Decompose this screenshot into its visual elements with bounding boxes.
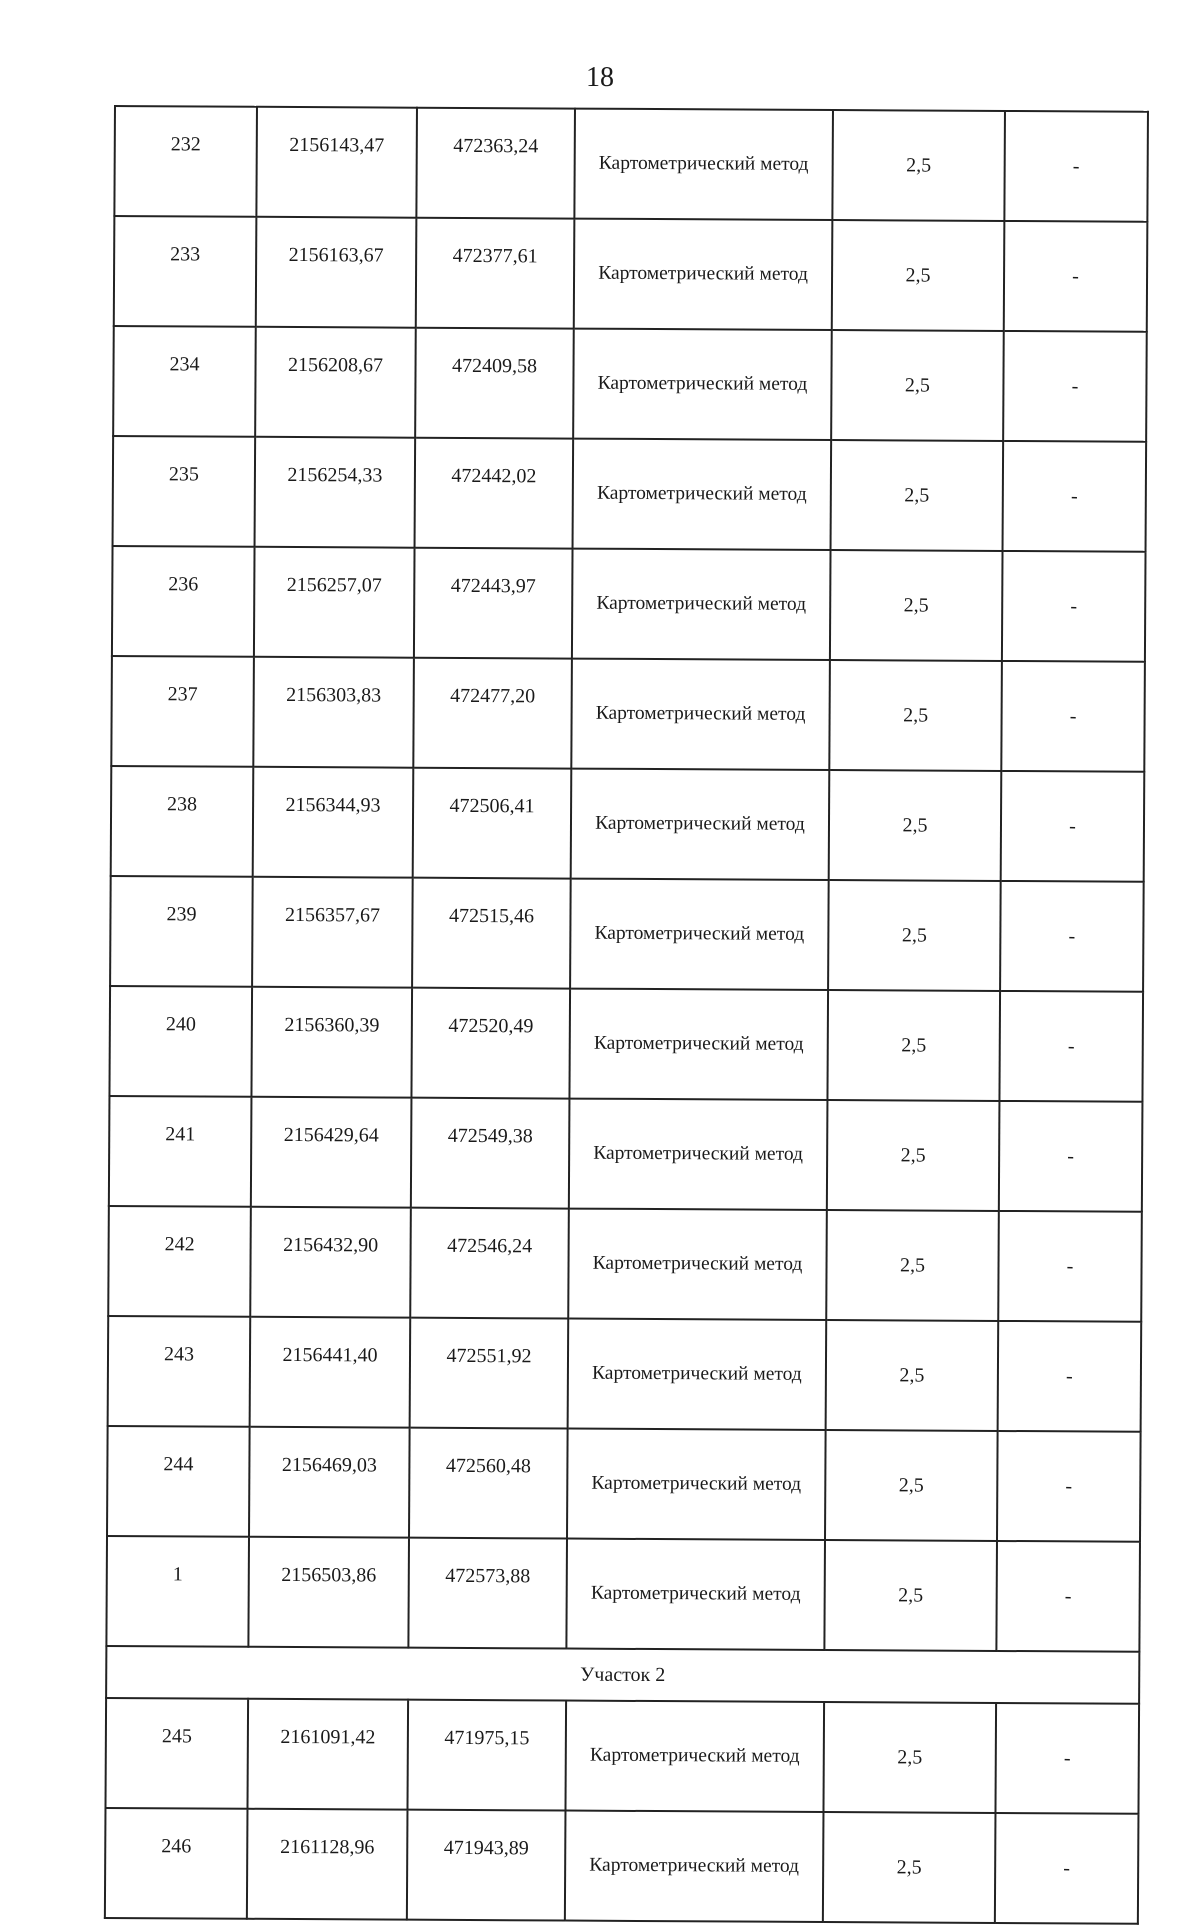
note-cell: - xyxy=(1001,661,1145,772)
method-cell: Картометрический метод xyxy=(567,1429,826,1540)
table-row xyxy=(105,1698,1139,1814)
note-cell: - xyxy=(997,1431,1141,1542)
point-number-cell: 1 xyxy=(106,1536,249,1647)
coordinates-table xyxy=(104,105,1149,1925)
method-cell: Картометрический метод xyxy=(566,1539,825,1650)
accuracy-cell: 2,5 xyxy=(831,440,1004,551)
table-row xyxy=(108,1206,1142,1322)
coordinates-table-body xyxy=(105,106,1148,1924)
table-row xyxy=(108,1316,1142,1432)
x-coordinate-cell: 2156163,67 xyxy=(256,217,417,328)
x-coordinate-cell: 2156432,90 xyxy=(250,1207,411,1318)
y-coordinate-cell: 472551,92 xyxy=(410,1318,569,1429)
note-cell: - xyxy=(1003,441,1147,552)
method-cell: Картометрический метод xyxy=(570,879,829,990)
table-row xyxy=(113,326,1147,442)
table-row xyxy=(107,1426,1141,1542)
accuracy-cell: 2,5 xyxy=(826,1210,999,1321)
point-number-cell: 246 xyxy=(105,1808,248,1919)
y-coordinate-cell: 472520,49 xyxy=(411,988,570,1099)
method-cell: Картометрический метод xyxy=(573,439,832,550)
method-cell: Картометрический метод xyxy=(565,1811,824,1922)
method-cell: Картометрический метод xyxy=(573,329,832,440)
method-cell: Картометрический метод xyxy=(568,1209,827,1320)
point-number-cell: 236 xyxy=(112,546,255,657)
point-number-cell: 244 xyxy=(107,1426,250,1537)
x-coordinate-cell: 2156257,07 xyxy=(254,547,415,658)
section-title: Участок 2 xyxy=(106,1646,1139,1704)
accuracy-cell: 2,5 xyxy=(826,1320,999,1431)
method-cell: Картометрический метод xyxy=(571,769,830,880)
x-coordinate-cell: 2156357,67 xyxy=(252,877,413,988)
table-row xyxy=(110,876,1144,992)
x-coordinate-cell: 2156344,93 xyxy=(253,767,414,878)
accuracy-cell: 2,5 xyxy=(824,1540,997,1651)
accuracy-cell: 2,5 xyxy=(828,880,1001,991)
method-cell: Картометрический метод xyxy=(572,549,831,660)
method-cell: Картометрический метод xyxy=(571,659,830,770)
note-cell: - xyxy=(998,1211,1142,1322)
x-coordinate-cell: 2156503,86 xyxy=(248,1537,409,1648)
point-number-cell: 245 xyxy=(105,1698,248,1809)
table-row xyxy=(112,546,1146,662)
point-number-cell: 242 xyxy=(108,1206,251,1317)
accuracy-cell: 2,5 xyxy=(823,1812,996,1923)
accuracy-cell: 2,5 xyxy=(825,1430,998,1541)
accuracy-cell: 2,5 xyxy=(827,990,1000,1101)
x-coordinate-cell: 2156208,67 xyxy=(255,327,416,438)
accuracy-cell: 2,5 xyxy=(832,110,1005,221)
table-row xyxy=(106,1536,1140,1652)
note-cell: - xyxy=(995,1703,1139,1814)
note-cell: - xyxy=(998,1321,1142,1432)
method-cell: Картометрический метод xyxy=(568,1319,827,1430)
table-row xyxy=(114,106,1148,222)
x-coordinate-cell: 2156469,03 xyxy=(249,1427,410,1538)
table-row xyxy=(113,436,1147,552)
point-number-cell: 241 xyxy=(109,1096,252,1207)
table-row xyxy=(109,986,1143,1102)
y-coordinate-cell: 472477,20 xyxy=(413,658,572,769)
note-cell: - xyxy=(1002,551,1146,662)
note-cell: - xyxy=(1001,771,1145,882)
accuracy-cell: 2,5 xyxy=(829,660,1002,771)
method-cell: Картометрический метод xyxy=(574,109,833,220)
point-number-cell: 234 xyxy=(113,326,256,437)
method-cell: Картометрический метод xyxy=(569,1099,828,1210)
method-cell: Картометрический метод xyxy=(565,1701,824,1812)
note-cell: - xyxy=(1003,331,1147,442)
y-coordinate-cell: 472363,24 xyxy=(416,108,575,219)
point-number-cell: 232 xyxy=(114,106,257,217)
note-cell: - xyxy=(1004,111,1148,222)
note-cell: - xyxy=(999,991,1143,1102)
x-coordinate-cell: 2161091,42 xyxy=(247,1699,408,1810)
table-row xyxy=(111,656,1145,772)
accuracy-cell: 2,5 xyxy=(829,770,1002,881)
x-coordinate-cell: 2156441,40 xyxy=(250,1317,411,1428)
section-row xyxy=(106,1646,1139,1704)
page-number: 18 xyxy=(586,62,614,93)
x-coordinate-cell: 2156303,83 xyxy=(253,657,414,768)
y-coordinate-cell: 472443,97 xyxy=(414,548,573,659)
accuracy-cell: 2,5 xyxy=(832,220,1005,331)
x-coordinate-cell: 2156429,64 xyxy=(251,1097,412,1208)
note-cell: - xyxy=(999,1101,1143,1212)
y-coordinate-cell: 472573,88 xyxy=(408,1538,567,1649)
note-cell: - xyxy=(1000,881,1144,992)
accuracy-cell: 2,5 xyxy=(823,1702,996,1813)
point-number-cell: 243 xyxy=(108,1316,251,1427)
point-number-cell: 233 xyxy=(114,216,257,327)
y-coordinate-cell: 471943,89 xyxy=(407,1810,566,1921)
table-row xyxy=(105,1808,1139,1924)
point-number-cell: 237 xyxy=(111,656,254,767)
x-coordinate-cell: 2156143,47 xyxy=(256,107,417,218)
accuracy-cell: 2,5 xyxy=(831,330,1004,441)
y-coordinate-cell: 472442,02 xyxy=(415,438,574,549)
point-number-cell: 238 xyxy=(111,766,254,877)
y-coordinate-cell: 472409,58 xyxy=(415,328,574,439)
accuracy-cell: 2,5 xyxy=(830,550,1003,661)
y-coordinate-cell: 472506,41 xyxy=(413,768,572,879)
method-cell: Картометрический метод xyxy=(569,989,828,1100)
table-row xyxy=(111,766,1145,882)
x-coordinate-cell: 2156360,39 xyxy=(251,987,412,1098)
note-cell: - xyxy=(995,1813,1139,1924)
table-row xyxy=(109,1096,1143,1212)
y-coordinate-cell: 472377,61 xyxy=(416,218,575,329)
x-coordinate-cell: 2156254,33 xyxy=(255,437,416,548)
y-coordinate-cell: 472515,46 xyxy=(412,878,571,989)
table-row xyxy=(114,216,1148,332)
y-coordinate-cell: 472549,38 xyxy=(411,1098,570,1209)
y-coordinate-cell: 472560,48 xyxy=(409,1428,568,1539)
y-coordinate-cell: 471975,15 xyxy=(407,1700,566,1811)
point-number-cell: 239 xyxy=(110,876,253,987)
method-cell: Картометрический метод xyxy=(574,219,833,330)
note-cell: - xyxy=(996,1541,1140,1652)
point-number-cell: 240 xyxy=(109,986,252,1097)
note-cell: - xyxy=(1004,221,1148,332)
y-coordinate-cell: 472546,24 xyxy=(410,1208,569,1319)
accuracy-cell: 2,5 xyxy=(827,1100,1000,1211)
point-number-cell: 235 xyxy=(113,436,256,547)
x-coordinate-cell: 2161128,96 xyxy=(247,1809,408,1920)
